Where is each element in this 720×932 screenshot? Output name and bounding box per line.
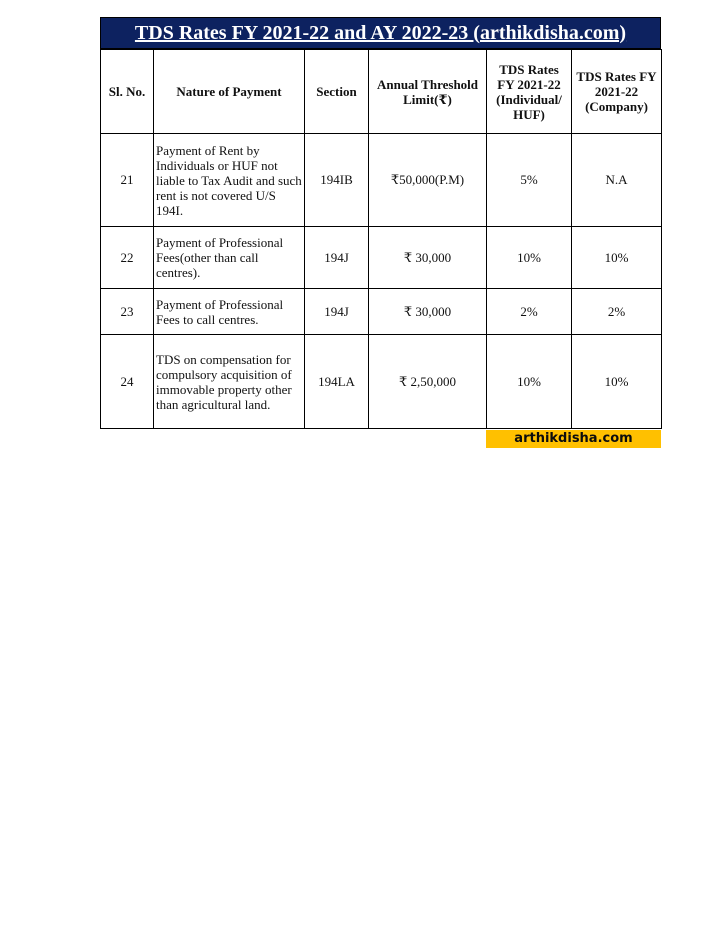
- cell-section: 194J: [305, 289, 369, 335]
- cell-rate-individual: 2%: [487, 289, 572, 335]
- header-nature-of-payment: Nature of Payment: [154, 50, 305, 134]
- cell-rate-company: 10%: [572, 335, 662, 429]
- tds-rates-table: [100, 49, 662, 429]
- cell-threshold: ₹50,000(P.M): [369, 134, 487, 227]
- header-rate-individual: TDS Rates FY 2021-22 (Individual/ HUF): [487, 50, 572, 134]
- cell-threshold: ₹ 30,000: [369, 227, 487, 289]
- table-header-row: [101, 50, 662, 134]
- cell-nature: TDS on compensation for compulsory acquisition of immovable property other than agricultural land.: [154, 335, 305, 429]
- cell-section: 194IB: [305, 134, 369, 227]
- site-badge: arthikdisha.com: [486, 430, 661, 448]
- cell-nature: Payment of Professional Fees(other than call centres).: [154, 227, 305, 289]
- cell-nature: Payment of Professional Fees to call centres.: [154, 289, 305, 335]
- cell-rate-company: 2%: [572, 289, 662, 335]
- cell-rate-company: N.A: [572, 134, 662, 227]
- cell-rate-individual: 10%: [487, 335, 572, 429]
- page-title: TDS Rates FY 2021-22 and AY 2022-23 (arthikdisha.com): [100, 17, 661, 49]
- table-row: [101, 289, 662, 335]
- cell-sl-no: 21: [101, 134, 154, 227]
- table-row: [101, 134, 662, 227]
- cell-rate-individual: 10%: [487, 227, 572, 289]
- cell-section: 194J: [305, 227, 369, 289]
- cell-rate-company: 10%: [572, 227, 662, 289]
- cell-threshold: ₹ 2,50,000: [369, 335, 487, 429]
- cell-section: 194LA: [305, 335, 369, 429]
- cell-sl-no: 24: [101, 335, 154, 429]
- header-sl-no: Sl. No.: [101, 50, 154, 134]
- cell-sl-no: 23: [101, 289, 154, 335]
- cell-threshold: ₹ 30,000: [369, 289, 487, 335]
- cell-sl-no: 22: [101, 227, 154, 289]
- header-rate-company: TDS Rates FY 2021-22 (Company): [572, 50, 662, 134]
- table-row: [101, 227, 662, 289]
- tds-rates-sheet: [100, 17, 661, 446]
- cell-nature: Payment of Rent by Individuals or HUF not liable to Tax Audit and such rent is not covered U/S 194I.: [154, 134, 305, 227]
- header-annual-threshold: Annual Threshold Limit(₹): [369, 50, 487, 134]
- header-section: Section: [305, 50, 369, 134]
- table-row: [101, 335, 662, 429]
- cell-rate-individual: 5%: [487, 134, 572, 227]
